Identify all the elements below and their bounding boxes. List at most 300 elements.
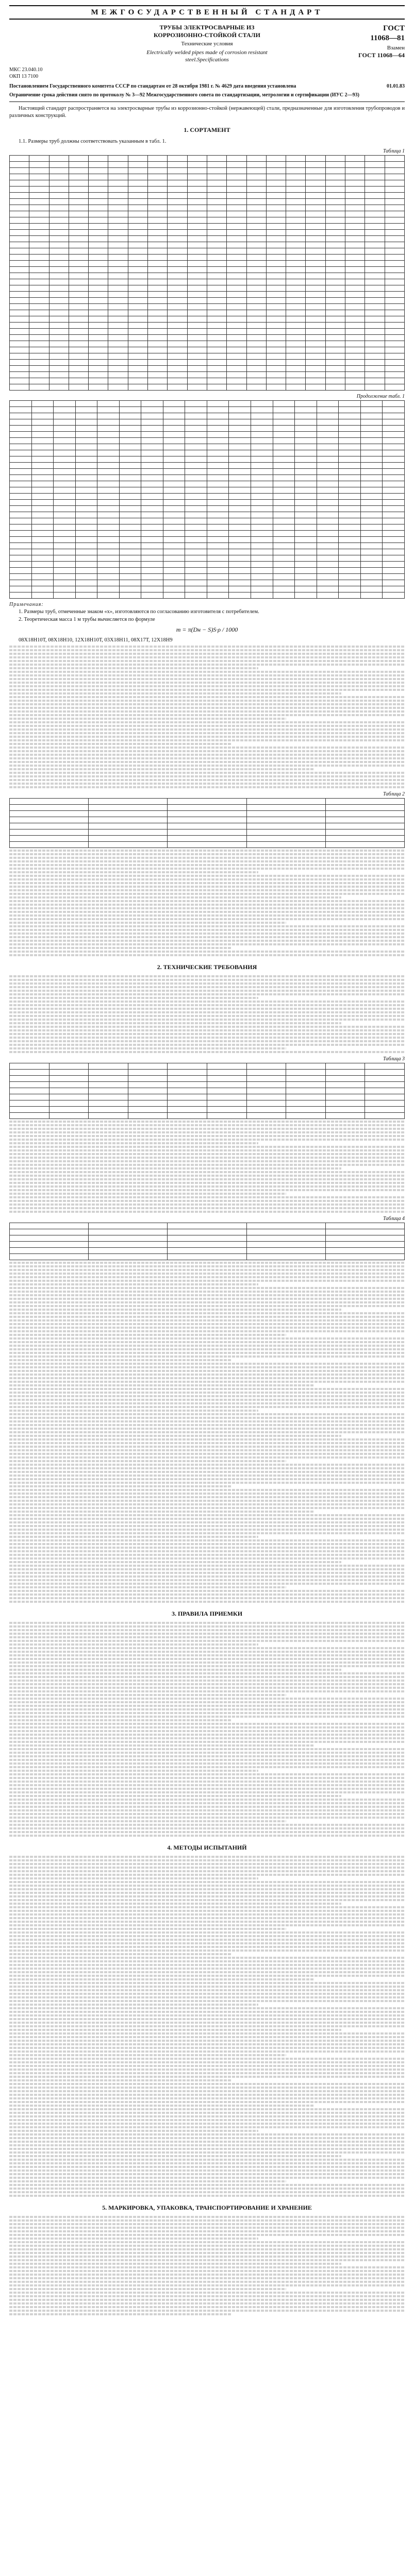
table-row xyxy=(10,1063,405,1069)
table-cell xyxy=(148,205,168,211)
table-cell xyxy=(365,1112,405,1118)
table-cell xyxy=(97,437,120,444)
table-cell xyxy=(187,211,207,217)
table-cell xyxy=(207,1075,246,1081)
table-cell xyxy=(360,536,383,543)
text-line xyxy=(9,1283,258,1285)
text-line xyxy=(9,1442,405,1444)
table-cell xyxy=(69,353,88,359)
table-cell xyxy=(273,474,295,481)
text-line xyxy=(9,893,405,895)
text-line xyxy=(9,1975,405,1977)
text-line xyxy=(9,2230,405,2232)
table-cell xyxy=(345,328,365,334)
body-text-block-3 xyxy=(9,975,405,1053)
table-cell xyxy=(185,406,207,413)
table-cell xyxy=(69,303,88,310)
table-cell xyxy=(317,462,339,468)
text-line xyxy=(9,2173,405,2175)
table-cell xyxy=(251,462,273,468)
text-line xyxy=(9,2162,405,2164)
table-cell xyxy=(325,254,345,260)
text-line xyxy=(9,1037,405,1039)
table-cell xyxy=(75,425,97,431)
text-line xyxy=(9,721,405,723)
table-cell xyxy=(75,530,97,536)
table-cell xyxy=(108,223,128,229)
table-cell xyxy=(119,536,141,543)
table-cell xyxy=(168,198,187,205)
text-line xyxy=(9,1924,405,1926)
table-row xyxy=(10,198,405,205)
text-line xyxy=(9,868,405,870)
table-cell xyxy=(29,223,49,229)
table-cell xyxy=(385,198,404,205)
table-cell xyxy=(10,555,32,561)
table-cell xyxy=(10,468,32,474)
table-cell xyxy=(345,365,365,371)
table-cell xyxy=(207,1069,246,1075)
table-cell xyxy=(360,524,383,530)
table-cell xyxy=(286,229,306,235)
table-cell xyxy=(141,530,163,536)
table-cell xyxy=(49,347,69,353)
table-cell xyxy=(89,829,168,835)
text-line xyxy=(9,2137,405,2139)
table-cell xyxy=(317,561,339,567)
table-cell xyxy=(365,192,385,198)
table-cell xyxy=(75,468,97,474)
table-cell xyxy=(69,248,88,254)
table-cell xyxy=(31,413,54,419)
table-cell xyxy=(286,235,306,242)
table-cell xyxy=(89,1088,128,1094)
table-cell xyxy=(187,371,207,378)
table-cell xyxy=(360,425,383,431)
table-cell xyxy=(163,493,185,499)
table-cell xyxy=(339,561,361,567)
decree-block xyxy=(9,83,405,90)
table-cell xyxy=(246,798,325,804)
text-line xyxy=(9,1953,231,1955)
table-cell xyxy=(10,580,32,586)
table-cell xyxy=(246,303,266,310)
table-cell xyxy=(325,1247,404,1253)
table-cell xyxy=(360,543,383,549)
table-cell xyxy=(89,316,108,322)
table-cell xyxy=(383,413,405,419)
table-cell xyxy=(246,235,266,242)
text-line xyxy=(9,954,405,956)
table-cell xyxy=(54,437,76,444)
table-cell xyxy=(365,211,385,217)
table-cell xyxy=(339,413,361,419)
table-cell xyxy=(168,1112,207,1118)
table-cell xyxy=(383,536,405,543)
table-cell xyxy=(325,1229,404,1235)
table-cell xyxy=(168,205,187,211)
table-cell xyxy=(69,211,88,217)
table-cell xyxy=(10,1253,89,1260)
table-cell xyxy=(385,266,404,273)
text-line xyxy=(9,754,405,756)
table-cell xyxy=(295,580,317,586)
table-row xyxy=(10,192,405,198)
table-cell xyxy=(97,586,120,592)
table-cell xyxy=(360,573,383,580)
table-cell xyxy=(168,1235,246,1241)
text-line xyxy=(9,1629,405,1631)
text-line xyxy=(9,1594,405,1596)
table-cell xyxy=(10,229,29,235)
table-cell xyxy=(273,487,295,493)
table-cell xyxy=(185,413,207,419)
text-line xyxy=(9,1008,405,1010)
table-cell xyxy=(246,817,325,823)
text-line xyxy=(9,1273,405,1275)
text-line xyxy=(9,2025,405,2027)
table-cell xyxy=(89,242,108,248)
table-cell xyxy=(148,155,168,161)
table-cell xyxy=(325,279,345,285)
text-line xyxy=(9,2295,405,2297)
table-cell xyxy=(10,413,32,419)
table-cell xyxy=(227,359,246,365)
table-row xyxy=(10,512,405,518)
table-cell xyxy=(339,536,361,543)
intro-paragraph: Настоящий стандарт распространяется на электросварные трубы из коррозионно-стойкой (нержавеющей) стали, предназначенные для изготовления трубопроводов и различных конструкций. xyxy=(9,106,405,118)
table-cell xyxy=(207,334,226,341)
table-cell xyxy=(207,180,226,186)
table-cell xyxy=(187,384,207,390)
table-cell xyxy=(229,437,251,444)
table-cell xyxy=(286,167,306,174)
table-cell xyxy=(295,518,317,524)
table-cell xyxy=(246,829,325,835)
table-cell xyxy=(246,365,266,371)
text-line xyxy=(9,1647,405,1649)
table-cell xyxy=(246,223,266,229)
table-cell xyxy=(10,518,32,524)
table-cell xyxy=(10,248,29,254)
table-cell xyxy=(69,291,88,297)
table-cell xyxy=(148,229,168,235)
text-line xyxy=(9,1142,258,1144)
table-cell xyxy=(306,155,325,161)
table-cell xyxy=(365,235,385,242)
title-english: Electrically welded pipes made of corrosion resistant steel.Specifications xyxy=(146,49,268,63)
table-cell xyxy=(119,505,141,512)
table-cell xyxy=(383,481,405,487)
table-cell xyxy=(207,1081,246,1088)
table-cell xyxy=(345,371,365,378)
text-line xyxy=(9,1993,405,1995)
table-cell xyxy=(10,487,32,493)
text-line xyxy=(9,1712,405,1714)
table-cell xyxy=(185,536,207,543)
table-cell xyxy=(273,499,295,505)
table-cell xyxy=(108,347,128,353)
table-cell xyxy=(54,543,76,549)
table-cell xyxy=(168,180,187,186)
table-cell xyxy=(365,167,385,174)
table-cell xyxy=(227,303,246,310)
table-cell xyxy=(185,499,207,505)
table-cell xyxy=(29,161,49,167)
table-cell xyxy=(49,198,69,205)
table-cell xyxy=(119,444,141,450)
text-line xyxy=(9,1651,405,1653)
table-cell xyxy=(251,536,273,543)
table-cell xyxy=(266,198,286,205)
table-cell xyxy=(10,291,29,297)
table-cell xyxy=(251,499,273,505)
text-line xyxy=(9,1485,231,1487)
text-line xyxy=(9,1175,405,1177)
table-cell xyxy=(97,524,120,530)
table-cell xyxy=(227,260,246,266)
table-cell xyxy=(251,481,273,487)
table-cell xyxy=(325,297,345,303)
table-cell xyxy=(141,586,163,592)
table-cell xyxy=(207,303,226,310)
table-cell xyxy=(187,242,207,248)
table-row xyxy=(10,406,405,413)
table-cell xyxy=(108,316,128,322)
table-cell xyxy=(168,211,187,217)
table-cell xyxy=(141,561,163,567)
table-cell xyxy=(187,192,207,198)
table-cell xyxy=(207,161,226,167)
table-cell xyxy=(148,248,168,254)
table-cell xyxy=(128,260,147,266)
table-cell xyxy=(31,431,54,437)
text-line xyxy=(9,1784,405,1786)
table-row xyxy=(10,217,405,223)
table-cell xyxy=(89,353,108,359)
table-cell xyxy=(128,1088,168,1094)
table-row xyxy=(10,524,405,530)
table-cell xyxy=(163,549,185,555)
table-cell xyxy=(128,186,147,192)
table-cell xyxy=(108,353,128,359)
table-cell xyxy=(49,266,69,273)
table-cell xyxy=(360,400,383,406)
table-cell xyxy=(207,536,229,543)
mks-code: МКС 23.040.10 xyxy=(9,67,43,73)
table-cell xyxy=(325,303,345,310)
table-cell xyxy=(29,371,49,378)
table-cell xyxy=(207,217,226,223)
table-cell xyxy=(383,573,405,580)
table-cell xyxy=(246,229,266,235)
text-line xyxy=(9,1121,405,1123)
table-cell xyxy=(365,384,385,390)
table-cell xyxy=(185,543,207,549)
table-cell xyxy=(69,198,88,205)
text-line xyxy=(9,979,405,981)
table-cell xyxy=(207,573,229,580)
table-cell xyxy=(97,419,120,425)
table-cell xyxy=(187,359,207,365)
table-cell xyxy=(339,481,361,487)
table-cell xyxy=(227,198,246,205)
table-cell xyxy=(168,273,187,279)
table-cell xyxy=(365,1075,405,1081)
text-line xyxy=(9,1957,405,1959)
text-line xyxy=(9,1280,405,1282)
table-cell xyxy=(128,291,147,297)
text-line xyxy=(9,1996,405,1998)
table-cell xyxy=(54,400,76,406)
table-cell xyxy=(360,406,383,413)
table-cell xyxy=(385,303,404,310)
text-line xyxy=(9,1001,405,1003)
text-line xyxy=(9,2072,405,2074)
table-cell xyxy=(246,192,266,198)
text-line xyxy=(9,1478,405,1480)
table-cell xyxy=(227,266,246,273)
table-cell xyxy=(325,205,345,211)
text-line xyxy=(9,2040,405,2042)
table-cell xyxy=(207,549,229,555)
table-2 xyxy=(9,798,405,848)
text-line xyxy=(9,1716,405,1718)
table-cell xyxy=(207,384,226,390)
text-line xyxy=(9,1643,258,1646)
table-cell xyxy=(97,567,120,573)
table-cell xyxy=(295,524,317,530)
text-line xyxy=(9,725,405,727)
table-cell xyxy=(119,406,141,413)
table-cell xyxy=(49,242,69,248)
text-line xyxy=(9,2133,405,2136)
table-cell xyxy=(97,481,120,487)
table-cell xyxy=(31,536,54,543)
table-cell xyxy=(10,322,29,328)
table-cell xyxy=(31,567,54,573)
table-cell xyxy=(29,242,49,248)
table-cell xyxy=(207,499,229,505)
table-cell xyxy=(365,223,385,229)
table-cell xyxy=(317,567,339,573)
table-cell xyxy=(207,341,226,347)
text-line xyxy=(9,1128,405,1130)
table-cell xyxy=(365,285,385,291)
table-cell xyxy=(168,823,246,829)
table-cell xyxy=(69,341,88,347)
table-cell xyxy=(365,205,385,211)
text-line xyxy=(9,728,405,731)
table-cell xyxy=(227,229,246,235)
table-cell xyxy=(29,365,49,371)
table-cell xyxy=(187,217,207,223)
text-line xyxy=(9,1453,405,1455)
text-line xyxy=(9,1586,286,1588)
table-cell xyxy=(108,303,128,310)
table-cell xyxy=(49,180,69,186)
table-cell xyxy=(97,474,120,481)
table-cell xyxy=(10,505,32,512)
table-cell xyxy=(141,444,163,450)
text-line xyxy=(9,925,405,927)
table-cell xyxy=(29,167,49,174)
text-line xyxy=(9,864,405,866)
table-cell xyxy=(128,316,147,322)
table-cell xyxy=(69,186,88,192)
table-cell xyxy=(10,1075,49,1081)
table-cell xyxy=(266,341,286,347)
table-cell xyxy=(69,297,88,303)
table-cell xyxy=(251,456,273,462)
table-cell xyxy=(207,316,226,322)
table-cell xyxy=(108,291,128,297)
table-cell xyxy=(207,371,226,378)
table-cell xyxy=(325,174,345,180)
table-cell xyxy=(69,235,88,242)
table-cell xyxy=(325,217,345,223)
notes-title: Примечания: xyxy=(9,601,44,607)
table-cell xyxy=(360,419,383,425)
text-line xyxy=(9,1019,405,1021)
table-cell xyxy=(385,242,404,248)
table-row xyxy=(10,1112,405,1118)
section-title-5: 5. МАРКИРОВКА, УПАКОВКА, ТРАНСПОРТИРОВАНИЕ И ХРАНЕНИЕ xyxy=(102,2204,312,2211)
text-line xyxy=(9,1384,314,1386)
table-cell xyxy=(10,1247,89,1253)
text-line xyxy=(9,2112,405,2114)
table-cell xyxy=(385,334,404,341)
table-cell xyxy=(49,223,69,229)
table-cell xyxy=(187,155,207,161)
table-cell xyxy=(251,573,273,580)
table-cell xyxy=(365,1094,405,1100)
text-line xyxy=(9,718,286,720)
table-cell xyxy=(75,437,97,444)
table-cell xyxy=(286,1100,326,1106)
table-cell xyxy=(89,804,168,810)
text-line xyxy=(9,1741,405,1743)
text-line xyxy=(9,2223,405,2225)
table-cell xyxy=(383,505,405,512)
table-cell xyxy=(207,406,229,413)
mass-formula: m = π(Dн − S)S·ρ / 1000 xyxy=(176,626,238,634)
text-line xyxy=(9,1579,405,1581)
text-line xyxy=(9,1040,405,1042)
table-row xyxy=(10,1229,405,1235)
decree-text: Постановлением Государственного комитета СССР по стандартам от 28 октября 1981 г. № 4629 дата введения установлена xyxy=(9,83,296,90)
header-left xyxy=(9,24,129,63)
table-cell xyxy=(108,310,128,316)
table-cell xyxy=(317,536,339,543)
table-cell xyxy=(246,316,266,322)
table-cell xyxy=(187,180,207,186)
table-cell xyxy=(246,1223,325,1229)
table-cell xyxy=(185,444,207,450)
table-cell xyxy=(10,530,32,536)
table-cell xyxy=(29,316,49,322)
table-cell xyxy=(295,573,317,580)
table-cell xyxy=(251,549,273,555)
table-cell xyxy=(229,481,251,487)
table-cell xyxy=(345,248,365,254)
table-cell xyxy=(251,518,273,524)
text-line xyxy=(9,1033,405,1035)
table-cell xyxy=(89,1223,168,1229)
text-line xyxy=(9,1406,405,1408)
table-cell xyxy=(187,205,207,211)
table-cell xyxy=(89,273,108,279)
